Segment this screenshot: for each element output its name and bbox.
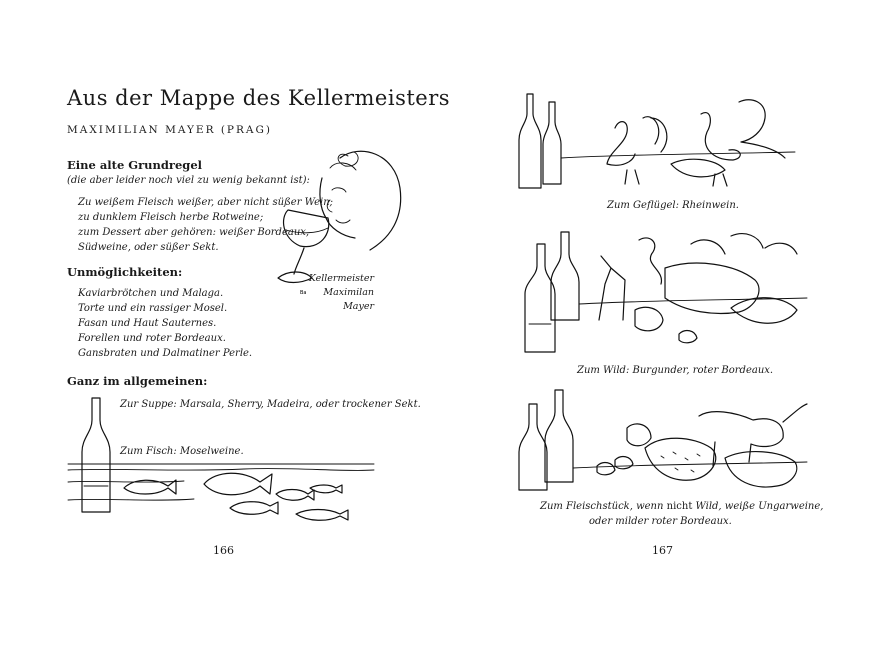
impossible-item: Fasan und Haut Sauternes. bbox=[78, 318, 217, 329]
rule-line: Zu weißem Fleisch weißer, aber nicht süßer Wein; bbox=[78, 197, 334, 208]
impossible-item: Kaviarbrötchen und Malaga. bbox=[78, 288, 224, 299]
meat-caption-line2: oder milder roter Bordeaux. bbox=[589, 516, 732, 527]
impossible-item: Torte und ein rassiger Mosel. bbox=[78, 303, 228, 314]
meat-caption-emphasis: nicht bbox=[666, 501, 693, 512]
game-caption: Zum Wild: Burgunder, roter Bordeaux. bbox=[577, 365, 774, 376]
meat-caption-line1 bbox=[540, 501, 823, 512]
rule-subheading: (die aber leider noch viel zu wenig bekannt ist): bbox=[67, 175, 310, 186]
page-number-right: 167 bbox=[652, 544, 673, 557]
soup-line: Zur Suppe: Marsala, Sherry, Madeira, oder trockener Sekt. bbox=[120, 399, 421, 410]
author-line: MAXIMILIAN MAYER (PRAG) bbox=[67, 124, 272, 136]
portrait-caption-line: Kellermeister bbox=[308, 273, 374, 284]
portrait-caption bbox=[300, 272, 374, 314]
poultry-illustration bbox=[515, 88, 800, 193]
impossible-item: Forellen und roter Bordeaux. bbox=[78, 333, 226, 344]
svg-text:Ba: Ba bbox=[300, 290, 307, 296]
meat-animals-illustration bbox=[515, 386, 810, 496]
general-heading: Ganz im allgemeinen: bbox=[67, 374, 208, 388]
rule-heading: Eine alte Grundregel bbox=[67, 158, 203, 172]
rule-line: Südweine, oder süßer Sekt. bbox=[78, 242, 219, 253]
impossible-item: Gansbraten und Dalmatiner Perle. bbox=[78, 348, 253, 359]
rule-line: zum Dessert aber gehören: weißer Bordeaux, bbox=[78, 227, 310, 238]
portrait-caption-line: Maximilan Mayer bbox=[323, 287, 374, 312]
fish-line: Zum Fisch: Moselweine. bbox=[120, 446, 244, 457]
game-illustration bbox=[515, 224, 810, 356]
meat-caption-part: Zum Fleischstück, wenn bbox=[540, 501, 664, 512]
poultry-caption: Zum Geflügel: Rheinwein. bbox=[607, 200, 739, 211]
page-number-left: 166 bbox=[213, 544, 234, 557]
impossible-heading: Unmöglichkeiten: bbox=[67, 265, 183, 279]
meat-caption-part: Wild, weiße Ungarweine, bbox=[695, 501, 824, 512]
rule-line: zu dunklem Fleisch herbe Rotweine; bbox=[78, 212, 264, 223]
impossible-list bbox=[78, 286, 252, 361]
page-title: Aus der Mappe des Kellermeisters bbox=[67, 86, 451, 110]
